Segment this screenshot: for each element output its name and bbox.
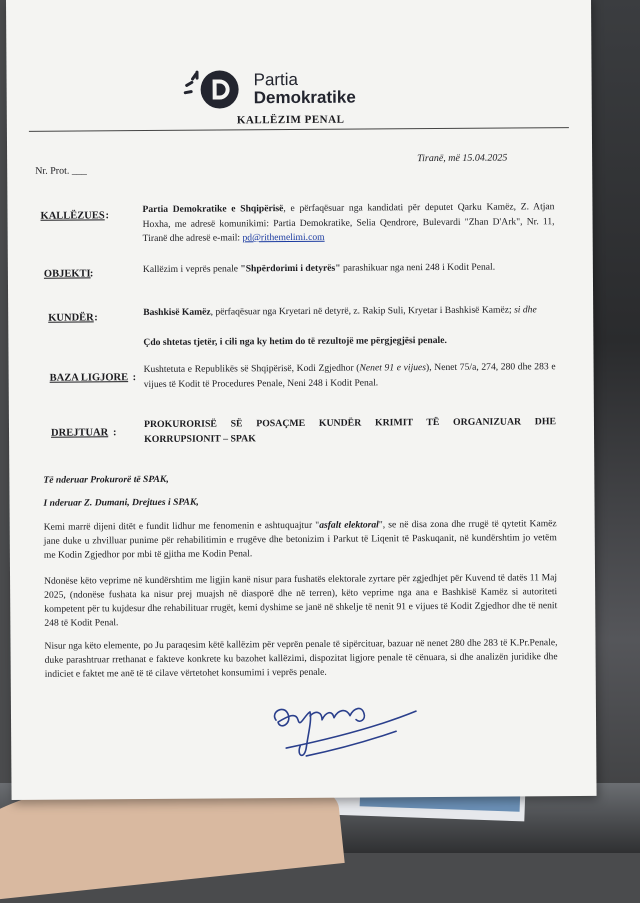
colon: : [89, 268, 94, 280]
label-baza-ligjore: BAZA LIGJORE [49, 372, 129, 384]
p1-pre: Kemi marrë dijeni ditët e fundit lidhur me fenomenin e ashtuquajtur " [43, 519, 320, 533]
logo-text-partia: Partia [253, 69, 299, 90]
objekti-offence: "Shpërdorimi i detyrës" [240, 262, 341, 275]
party-logo-icon [181, 68, 243, 110]
kunder-si-dhe: si dhe [514, 304, 537, 316]
header-divider [29, 127, 569, 132]
body-paragraph-2: Ndonëse këto veprime në kundërshtim me ligjin kanë nisur para fushatës elektorale zyrtare për zgjedhjet për Kuvend të datës 11 Maj 2025, (ndonëse fushata ka nisur prej muajsh në diasporë dhe në terren), këto veprime nga ana e Bashkisë Kamëz si autoriteti kompetent për tu kujdesur dhe rehabilituar rrugët, kemi dyshime se janë në shkelje të nenit 91 e vijues të Kodit Zgjedhor dhe të nenit 248 të Kodit Penal. [44, 572, 558, 629]
objekti-post: parashikuar nga neni 248 i Kodit Penal. [340, 261, 496, 274]
body-paragraph-1 [44, 517, 557, 563]
p1-italic: asfalt elektoral [319, 519, 379, 531]
field-kallezues [142, 200, 554, 246]
label-objekti: OBJEKTI [43, 268, 91, 280]
p1-post: ", se në disa zona dhe rrugë të qytetit Kamëz jane duke u zhvilluar punime për rehabilitimin e rrugëve dhe betonizim i Parkut të Liqenit të Paskuqanit, në kundërshtim jo vetëm me Kodin Zgjedhor por mbi të gjitha me Kodin Penal. [43, 518, 557, 561]
signature-icon [266, 689, 427, 770]
logo-text-demokratike: Demokratike [253, 87, 356, 108]
kunder-text: , përfaqësuar nga Kryetari në detyrë, z. Rakip Suli, Kryetar i Bashkisë Kamëz; [210, 304, 515, 318]
label-drejtuar: DREJTUAR [50, 427, 109, 439]
document-page [6, 0, 597, 800]
greeting-dumani: I nderuar Z. Dumani, Drejtues i SPAK, [43, 496, 199, 509]
field-objekti [143, 260, 555, 277]
baza-pre: Kushtetuta e Republikës së Shqipërisë, Kodi Zgjedhor ( [143, 362, 360, 376]
objekti-pre: Kallëzim i veprës penale [142, 263, 241, 276]
colon: : [105, 210, 110, 222]
field-kunder [143, 303, 555, 320]
label-kallezues: KALLËZUES [40, 210, 105, 222]
baza-italic: Nenet 91 e vijues [359, 362, 427, 374]
label-kunder: KUNDËR [48, 312, 94, 324]
kunder-extra: Çdo shtetas tjetër, i cili nga ky hetim do të rezultojë me përgjegjësi penale. [143, 334, 447, 349]
baza-post: ), Nenet 75/a, 274, 280 dhe 283 e vijues të Kodit të Procedures Penale, Neni 248 i Kodit Penal. [143, 361, 556, 390]
email-link[interactable]: pd@rithemelimi.com [242, 231, 325, 244]
field-drejtuar: PROKURORISË SË POSAÇME KUNDËR KRIMIT TË ORGANIZUAR DHE KORRUPSIONIT – SPAK [143, 416, 556, 445]
colon: : [112, 427, 117, 439]
document-date: Tiranë, më 15.04.2025 [417, 152, 508, 165]
document-title: KALLËZIM PENAL [236, 113, 345, 127]
colon: : [132, 372, 137, 384]
greeting-prosecutors: Të nderuar Prokurorë të SPAK, [43, 473, 169, 486]
field-baza-ligjore [144, 360, 556, 392]
kallezues-text: , e përfaqësuar nga kandidati për deputet Qarku Kamëz, Z. Atjan Hoxha, me adresë komunikimi: Partia Demokratike, Selia Qendrore, Bulevardi "Zhan D'Ark", Nr. 11, Tiranë dhe adresë e-mail: [142, 201, 555, 245]
kallezues-name: Partia Demokratike e Shqipërisë [142, 203, 284, 216]
colon: : [94, 312, 98, 324]
body-paragraph-3: Nisur nga këto elemente, po Ju paraqesim këtë kallëzim për veprën penale të sipërcituar, bazuar në nenet 280 dhe 283 të K.Pr.Penale, duke parashtruar rrethanat e fakteve konkrete ku bazohet kallëzimi, dispozitat ligjore penale të cënuara, si dhe analizën juridike dhe indiciet e faktet me anë të të cilave vërtetohet konsumimi i veprës penale. [44, 637, 558, 680]
protocol-number: Nr. Prot. ___ [35, 165, 87, 177]
kunder-name: Bashkisë Kamëz [143, 306, 211, 319]
